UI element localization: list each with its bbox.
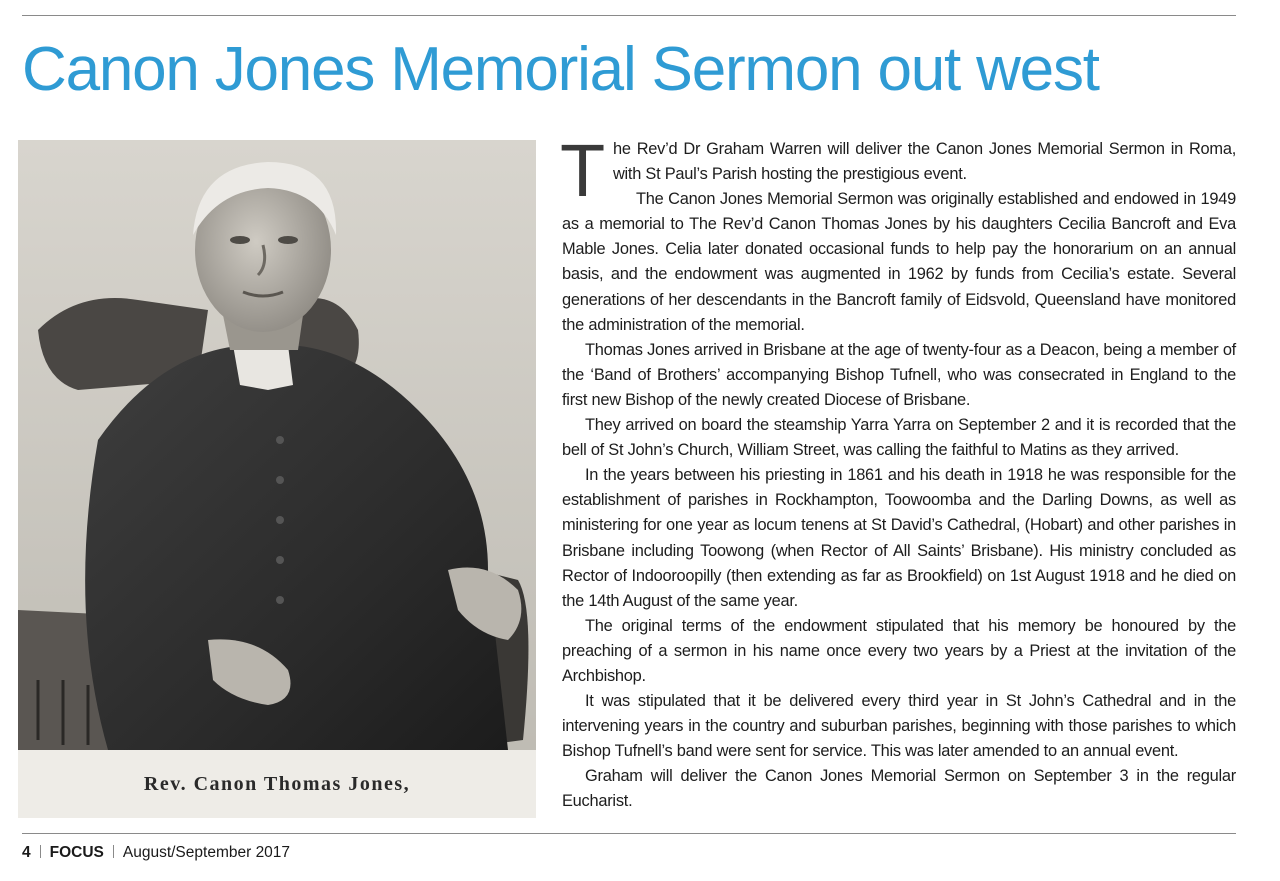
article-paragraph: In the years between his priesting in 1861 and his death in 1918 he was responsible for the establishment of parishes in Rockhampton, Toowoomba and the Darling Downs, as well as ministering for one year as locum tenens at St David’s Cathedral, (Hobart) and other parishes in Brisbane including Toowong (when Rector of All Saints’ Brisbane). His ministry concluded as Rector of Indooroopilly (then extending as far as Brookfield) on 1st August 1918 and he died on the 14th August of the same year. [562, 466, 1236, 610]
article-body [560, 129, 1236, 815]
article-paragraph: Thomas Jones arrived in Brisbane at the age of twenty-four as a Deacon, being a member of the ‘Band of Brothers’ accompanying Bishop Tufnell, who was consecrated in England to the first new Bishop of the newly created Diocese of Brisbane. [562, 340, 1236, 409]
footer-divider [113, 845, 114, 858]
article-paragraph: The original terms of the endowment stipulated that his memory be honoured by the preaching of a sermon in his name once every two years by a Priest at the invitation of the Archbishop. [562, 616, 1236, 685]
bottom-rule [22, 833, 1236, 834]
footer-divider [40, 845, 41, 858]
issue-date: August/September 2017 [122, 844, 291, 861]
article-paragraph: It was stipulated that it be delivered every third year in St John’s Cathedral and in the intervening years in the country and suburban parishes, beginning with those parishes to which Bishop Tufnell’s band were sent for service. This was later amended to an annual event. [562, 692, 1236, 761]
article-paragraph: They arrived on board the steamship Yarra Yarra on September 2 and it is recorded that the bell of St John’s Church, William Street, was calling the faithful to Matins as they arrived. [562, 416, 1236, 460]
article-paragraph: The Rev’d Dr Graham Warren will deliver the Canon Jones Memorial Sermon in Roma, with St Paul’s Parish hosting the prestigious event. [560, 129, 1236, 212]
portrait-image [18, 140, 536, 750]
portrait-photo [18, 140, 536, 818]
article-paragraph: Graham will deliver the Canon Jones Memorial Sermon on September 3 in the regular Eucharist. [562, 767, 1236, 811]
drop-cap: T [560, 129, 605, 212]
article-paragraph: The Canon Jones Memorial Sermon was originally established and endowed in 1949 as a memorial to The Rev’d Canon Thomas Jones by his daughters Cecilia Bancroft and Eva Mable Jones. Celia later donated occasional funds to help pay the honorarium on an annual basis, and the endowment was augmented in 1962 by funds from Cecilia’s estate. Several generations of her descendants in the Bancroft family of Eidsvold, Queensland have monitored the administration of the memorial. [562, 190, 1236, 334]
page-title: Canon Jones Memorial Sermon out west [22, 35, 1099, 104]
photo-caption: Rev. Canon Thomas Jones, [18, 750, 536, 818]
top-rule [22, 15, 1236, 16]
page-footer [22, 842, 290, 864]
page-number: 4 [22, 844, 31, 861]
publication-name: FOCUS [49, 844, 104, 861]
